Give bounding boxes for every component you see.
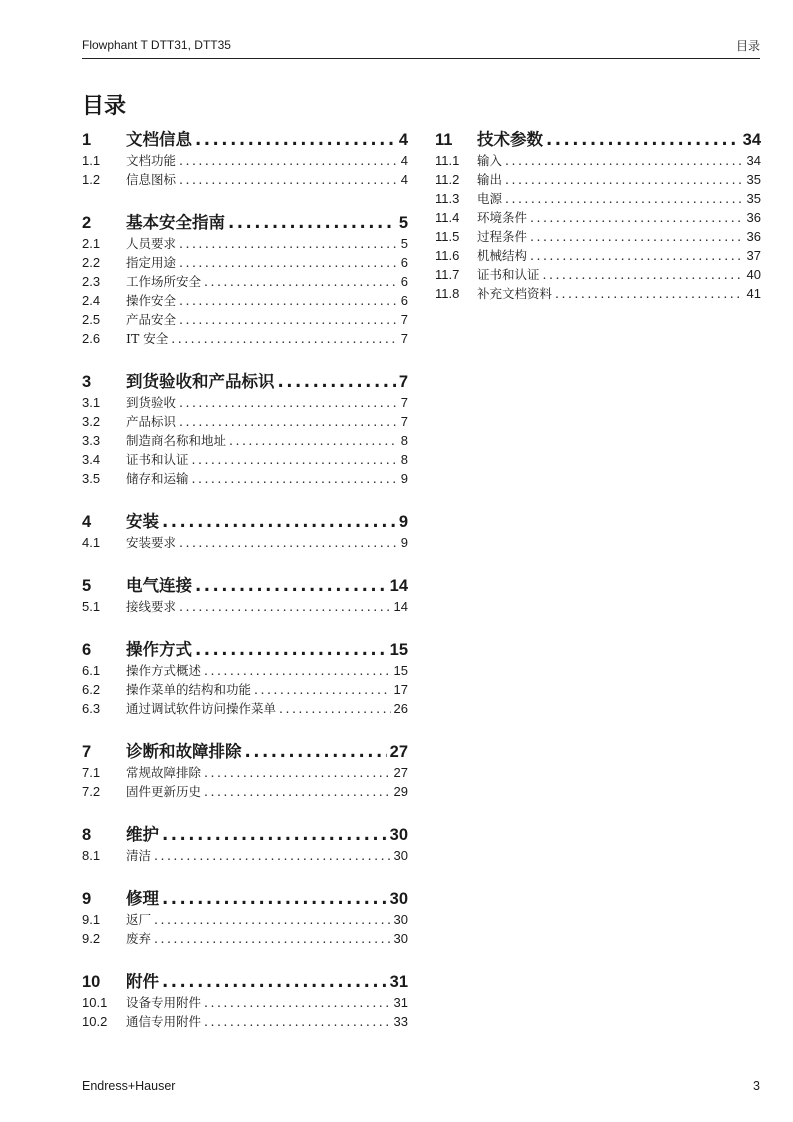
toc-leader-dots	[254, 682, 391, 697]
toc-leader-dots	[204, 274, 398, 289]
toc-chapter-entry[interactable]	[82, 968, 408, 993]
toc-label: 文档信息	[126, 130, 192, 149]
toc-leader-dots	[154, 931, 391, 946]
toc-page-number: 36	[746, 229, 761, 244]
toc-label: 储存和运输	[126, 471, 189, 486]
toc-leader-dots	[179, 414, 398, 429]
toc-subsection-entry[interactable]	[82, 533, 408, 552]
toc-number: 2.6	[82, 331, 101, 346]
toc-leader-dots	[543, 267, 744, 282]
toc-page-number: 37	[746, 248, 761, 263]
toc-subsection-entry[interactable]	[435, 284, 761, 303]
toc-number: 2.1	[82, 236, 101, 251]
toc-leader-dots	[546, 130, 740, 149]
toc-number: 9	[82, 890, 92, 908]
toc-leader-dots	[204, 995, 391, 1010]
toc-label: 附件	[126, 972, 159, 991]
toc-subsection-entry[interactable]	[435, 265, 761, 284]
toc-page-number: 7	[400, 331, 408, 346]
toc-page-number: 8	[400, 452, 408, 467]
toc-label: 电气连接	[126, 576, 192, 595]
toc-label: 维护	[126, 825, 159, 844]
toc-page-number: 7	[398, 373, 408, 391]
toc-leader-dots	[204, 784, 391, 799]
toc-label: 诊断和故障排除	[126, 742, 242, 761]
toc-label: 修理	[126, 889, 159, 908]
toc-number: 9.1	[82, 912, 101, 927]
toc-label: 接线要求	[126, 599, 177, 614]
toc-subsection-entry[interactable]	[82, 431, 408, 450]
toc-right-column	[435, 126, 761, 323]
toc-leader-dots	[179, 395, 398, 410]
toc-number: 11.2	[435, 172, 460, 187]
toc-label: 电源	[477, 191, 503, 206]
toc-number: 8	[82, 826, 92, 844]
toc-label: 通信专用附件	[126, 1014, 202, 1029]
toc-number: 2.2	[82, 255, 101, 270]
toc-subsection-entry[interactable]	[82, 291, 408, 310]
toc-page-number: 6	[400, 293, 408, 308]
toc-subsection-entry[interactable]	[82, 412, 408, 431]
toc-subsection-entry[interactable]	[82, 699, 408, 718]
toc-chapter-entry[interactable]	[82, 738, 408, 763]
toc-leader-dots	[192, 471, 398, 486]
toc-number: 4.1	[82, 535, 101, 550]
toc-chapter-entry[interactable]	[435, 126, 761, 151]
toc-label: 废弃	[126, 931, 152, 946]
toc-number: 7	[82, 743, 92, 761]
toc-label: 机械结构	[477, 248, 528, 263]
toc-page-number: 30	[393, 931, 408, 946]
toc-label: 基本安全指南	[126, 213, 225, 232]
toc-page-number: 5	[400, 236, 408, 251]
toc-leader-dots	[195, 576, 387, 595]
toc-page-number: 4	[400, 172, 408, 187]
toc-section	[82, 209, 408, 348]
toc-section	[82, 968, 408, 1031]
toc-page-number: 34	[742, 131, 761, 149]
toc-chapter-entry[interactable]	[82, 209, 408, 234]
toc-subsection-entry[interactable]	[82, 310, 408, 329]
toc-page-number: 30	[389, 826, 408, 844]
toc-leader-dots	[179, 236, 398, 251]
toc-label: 证书和认证	[477, 267, 540, 282]
toc-page-number: 40	[746, 267, 761, 282]
toc-subsection-entry[interactable]	[82, 929, 408, 948]
toc-page-number: 4	[400, 153, 408, 168]
toc-number: 3	[82, 373, 92, 391]
toc-number: 11.7	[435, 267, 460, 282]
toc-number: 11.1	[435, 153, 460, 168]
toc-label: 产品标识	[126, 414, 177, 429]
toc-subsection-entry[interactable]	[82, 846, 408, 865]
toc-page-number: 7	[400, 414, 408, 429]
toc-leader-dots	[229, 433, 398, 448]
toc-label: 固件更新历史	[126, 784, 202, 799]
toc-label: 环境条件	[477, 210, 528, 225]
toc-chapter-entry[interactable]	[82, 885, 408, 910]
toc-section	[82, 821, 408, 865]
toc-leader-dots	[162, 889, 387, 908]
toc-subsection-entry[interactable]	[82, 661, 408, 680]
toc-page-number: 26	[393, 701, 408, 716]
toc-subsection-entry[interactable]	[82, 680, 408, 699]
toc-label: 输出	[477, 172, 503, 187]
toc-section	[82, 636, 408, 718]
toc-subsection-entry[interactable]	[82, 151, 408, 170]
toc-number: 2.4	[82, 293, 101, 308]
toc-page-number: 14	[389, 577, 408, 595]
toc-label: 操作方式	[126, 640, 192, 659]
toc-number: 2.5	[82, 312, 101, 327]
toc-page-number: 5	[398, 214, 408, 232]
toc-number: 10.2	[82, 1014, 108, 1029]
toc-number: 10	[82, 973, 101, 991]
toc-label: 指定用途	[126, 255, 177, 270]
toc-section	[82, 885, 408, 948]
header-section-name: 目录	[735, 39, 760, 53]
toc-page-number: 7	[400, 395, 408, 410]
toc-page-number: 31	[389, 973, 408, 991]
toc-subsection-entry[interactable]	[82, 993, 408, 1012]
toc-subsection-entry[interactable]	[82, 782, 408, 801]
toc-number: 2	[82, 214, 92, 232]
toc-subsection-entry[interactable]	[82, 393, 408, 412]
toc-number: 7.1	[82, 765, 101, 780]
toc-leader-dots	[530, 248, 744, 263]
toc-label: 常规故障排除	[126, 765, 202, 780]
toc-number: 5	[82, 577, 92, 595]
toc-label: 安装要求	[126, 535, 177, 550]
toc-number: 1.1	[82, 153, 101, 168]
toc-leader-dots	[228, 213, 396, 232]
toc-number: 11.6	[435, 248, 460, 263]
toc-page-number: 15	[393, 663, 408, 678]
toc-leader-dots	[154, 912, 391, 927]
footer-brand: Endress+Hauser	[82, 1079, 176, 1093]
toc-leader-dots	[171, 331, 398, 346]
toc-page-number: 35	[746, 172, 761, 187]
toc-subsection-entry[interactable]	[82, 234, 408, 253]
toc-number: 1.2	[82, 172, 101, 187]
toc-leader-dots	[162, 825, 387, 844]
toc-number: 4	[82, 513, 92, 531]
toc-leader-dots	[162, 972, 387, 991]
toc-leader-dots	[154, 848, 391, 863]
toc-subsection-entry[interactable]	[435, 227, 761, 246]
toc-section	[82, 368, 408, 488]
toc-number: 11.3	[435, 191, 460, 206]
footer-page-number: 3	[753, 1079, 760, 1093]
toc-label: 补充文档资料	[477, 286, 553, 301]
toc-subsection-entry[interactable]	[82, 1012, 408, 1031]
toc-chapter-entry[interactable]	[82, 821, 408, 846]
toc-number: 8.1	[82, 848, 101, 863]
toc-page-number: 41	[746, 286, 761, 301]
toc-label: 过程条件	[477, 229, 528, 244]
toc-label: 工作场所安全	[126, 274, 202, 289]
toc-label: 操作安全	[126, 293, 177, 308]
toc-leader-dots	[530, 229, 744, 244]
toc-label: 人员要求	[126, 236, 177, 251]
toc-label: IT 安全	[126, 331, 169, 346]
toc-number: 3.3	[82, 433, 101, 448]
page-title: 目录	[82, 94, 127, 119]
toc-section	[82, 572, 408, 616]
toc-leader-dots	[179, 535, 398, 550]
toc-section	[82, 508, 408, 552]
toc-leader-dots	[179, 153, 398, 168]
toc-left-column	[82, 126, 408, 1051]
toc-page-number: 33	[393, 1014, 408, 1029]
toc-number: 3.4	[82, 452, 101, 467]
toc-page-number: 35	[746, 191, 761, 206]
toc-number: 6.1	[82, 663, 101, 678]
toc-number: 9.2	[82, 931, 101, 946]
toc-subsection-entry[interactable]	[435, 246, 761, 265]
toc-leader-dots	[204, 663, 391, 678]
toc-number: 6.2	[82, 682, 101, 697]
toc-page-number: 14	[393, 599, 408, 614]
toc-number: 11.4	[435, 210, 460, 225]
toc-page-number: 6	[400, 274, 408, 289]
toc-number: 11.8	[435, 286, 460, 301]
toc-leader-dots	[505, 191, 744, 206]
toc-page-number: 34	[746, 153, 761, 168]
toc-leader-dots	[204, 1014, 391, 1029]
toc-leader-dots	[204, 765, 391, 780]
toc-label: 输入	[477, 153, 503, 168]
toc-chapter-entry[interactable]	[82, 572, 408, 597]
document-title: Flowphant T DTT31, DTT35	[82, 38, 231, 52]
toc-section	[82, 738, 408, 801]
toc-label: 到货验收和产品标识	[126, 372, 275, 391]
toc-page-number: 8	[400, 433, 408, 448]
toc-page-number: 9	[398, 513, 408, 531]
toc-page-number: 4	[398, 131, 408, 149]
toc-subsection-entry[interactable]	[82, 597, 408, 616]
toc-number: 10.1	[82, 995, 108, 1010]
toc-number: 7.2	[82, 784, 101, 799]
toc-page-number: 9	[400, 535, 408, 550]
toc-leader-dots	[530, 210, 744, 225]
toc-label: 产品安全	[126, 312, 177, 327]
toc-page-number: 36	[746, 210, 761, 225]
toc-subsection-entry[interactable]	[82, 272, 408, 291]
toc-page-number: 9	[400, 471, 408, 486]
toc-chapter-entry[interactable]	[82, 636, 408, 661]
toc-leader-dots	[245, 742, 387, 761]
toc-number: 2.3	[82, 274, 101, 289]
toc-page-number: 17	[393, 682, 408, 697]
toc-label: 返厂	[126, 912, 152, 927]
toc-page-number: 7	[400, 312, 408, 327]
page-header	[82, 36, 760, 59]
toc-page-number: 30	[389, 890, 408, 908]
toc-number: 3.5	[82, 471, 101, 486]
toc-page-number: 30	[393, 848, 408, 863]
toc-subsection-entry[interactable]	[435, 170, 761, 189]
toc-chapter-entry[interactable]	[82, 508, 408, 533]
toc-page-number: 27	[389, 743, 408, 761]
toc-leader-dots	[192, 452, 398, 467]
toc-number: 1	[82, 131, 92, 149]
toc-number: 11	[435, 131, 453, 149]
toc-label: 操作菜单的结构和功能	[126, 682, 252, 697]
toc-page-number: 30	[393, 912, 408, 927]
toc-subsection-entry[interactable]	[435, 151, 761, 170]
toc-label: 通过调试软件访问操作菜单	[126, 701, 277, 716]
toc-leader-dots	[555, 286, 744, 301]
toc-number: 3.2	[82, 414, 101, 429]
toc-number: 3.1	[82, 395, 101, 410]
toc-label: 安装	[126, 512, 159, 531]
toc-leader-dots	[179, 293, 398, 308]
toc-leader-dots	[179, 599, 391, 614]
toc-section	[82, 126, 408, 189]
toc-leader-dots	[505, 172, 744, 187]
toc-leader-dots	[179, 172, 398, 187]
toc-label: 到货验收	[126, 395, 177, 410]
toc-subsection-entry[interactable]	[82, 170, 408, 189]
toc-leader-dots	[505, 153, 744, 168]
toc-label: 清洁	[126, 848, 152, 863]
toc-chapter-entry[interactable]	[82, 368, 408, 393]
toc-label: 操作方式概述	[126, 663, 202, 678]
toc-number: 11.5	[435, 229, 460, 244]
toc-number: 6.3	[82, 701, 101, 716]
toc-subsection-entry[interactable]	[82, 763, 408, 782]
toc-label: 文档功能	[126, 153, 177, 168]
toc-leader-dots	[195, 640, 387, 659]
toc-label: 技术参数	[477, 130, 543, 149]
toc-subsection-entry[interactable]	[435, 208, 761, 227]
toc-leader-dots	[179, 312, 398, 327]
toc-page-number: 31	[393, 995, 408, 1010]
toc-subsection-entry[interactable]	[82, 450, 408, 469]
toc-number: 6	[82, 641, 92, 659]
toc-subsection-entry[interactable]	[82, 329, 408, 348]
toc-page-number: 27	[393, 765, 408, 780]
toc-subsection-entry[interactable]	[82, 910, 408, 929]
toc-leader-dots	[162, 512, 396, 531]
toc-leader-dots	[278, 372, 396, 391]
toc-label: 信息图标	[126, 172, 177, 187]
toc-subsection-entry[interactable]	[82, 469, 408, 488]
toc-subsection-entry[interactable]	[82, 253, 408, 272]
toc-label: 设备专用附件	[126, 995, 202, 1010]
toc-section	[435, 126, 761, 303]
toc-subsection-entry[interactable]	[435, 189, 761, 208]
toc-label: 证书和认证	[126, 452, 189, 467]
toc-chapter-entry[interactable]	[82, 126, 408, 151]
toc-leader-dots	[279, 701, 391, 716]
toc-label: 制造商名称和地址	[126, 433, 227, 448]
toc-number: 5.1	[82, 599, 101, 614]
toc-page-number: 29	[393, 784, 408, 799]
toc-page-number: 6	[400, 255, 408, 270]
toc-leader-dots	[179, 255, 398, 270]
toc-leader-dots	[195, 130, 396, 149]
toc-page-number: 15	[389, 641, 408, 659]
